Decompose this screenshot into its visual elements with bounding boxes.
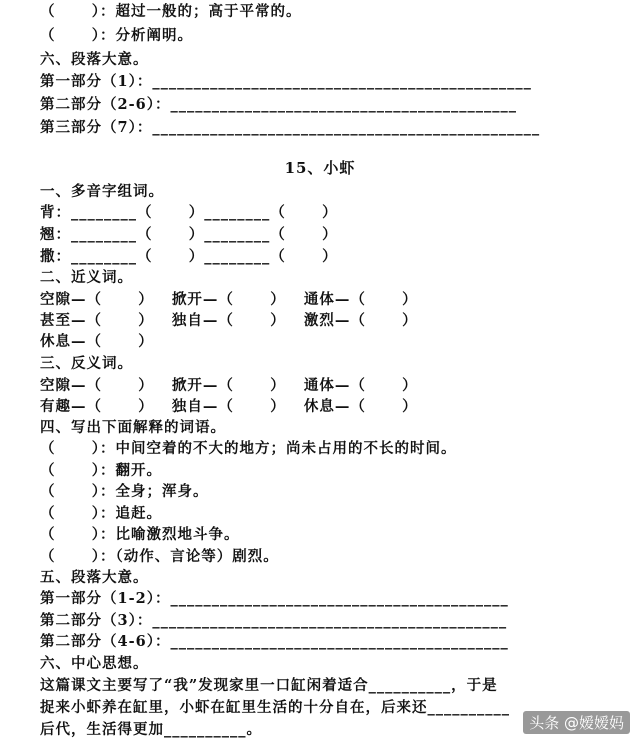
definition-line: （ ）：全身；浑身。 <box>40 483 209 500</box>
paragraph-summary-line: 第三部分（7）：_______________________________________________ <box>40 119 541 136</box>
watermark: 头条 @嫒嫒妈 <box>523 711 630 734</box>
polyphone-row: 撒：________（ ）________（ ） <box>40 248 338 265</box>
main-idea-line: 这篇课文主要写了“我”发现家里一口缸闲着适合__________，于是 <box>40 677 498 694</box>
synonym-row: 空隙—（ ） 掀开—（ ） 通体—（ ） <box>40 291 418 308</box>
synonym-row: 甚至—（ ） 独自—（ ） 激烈—（ ） <box>40 312 418 329</box>
main-idea-line: 捉来小虾养在缸里，小虾在缸里生活的十分自在，后来还__________ <box>40 699 510 716</box>
definition-line: （ ）：比喻激烈地斗争。 <box>40 526 240 543</box>
paragraph-summary-line: 第二部分（4-6）：_________________________________________ <box>40 633 509 650</box>
paragraph-summary-line: 第一部分（1-2）：_________________________________________ <box>40 590 509 607</box>
section-heading: 二、近义词。 <box>40 269 133 286</box>
paragraph-summary-line: 第二部分（2-6）：__________________________________________ <box>40 96 517 113</box>
section-heading: 五、段落大意。 <box>40 569 149 586</box>
lesson-title: 15、小虾 <box>284 159 356 177</box>
section-heading: 四、写出下面解释的词语。 <box>40 419 226 436</box>
definition-line: （ ）：追赶。 <box>40 505 163 522</box>
section-heading: 六、中心思想。 <box>40 655 149 672</box>
definition-line: （ ）：（动作、言论等）剧烈。 <box>40 548 279 565</box>
antonym-row: 空隙—（ ） 掀开—（ ） 通体—（ ） <box>40 377 418 394</box>
synonym-row: 休息—（ ） <box>40 333 154 350</box>
section-heading: 三、反义词。 <box>40 355 133 372</box>
paragraph-summary-line: 第一部分（1）：______________________________________________ <box>40 73 532 90</box>
definition-line: （ ）：超过一般的；高于平常的。 <box>40 3 302 20</box>
definition-line: （ ）：翻开。 <box>40 462 163 479</box>
polyphone-row: 翘：________（ ）________（ ） <box>40 226 338 243</box>
antonym-row: 有趣—（ ） 独自—（ ） 休息—（ ） <box>40 398 418 415</box>
paragraph-summary-line: 第二部分（3）：___________________________________________ <box>40 612 508 629</box>
polyphone-row: 背：________（ ）________（ ） <box>40 204 338 221</box>
main-idea-line: 后代，生活得更加__________。 <box>40 721 262 738</box>
definition-line: （ ）：分析阐明。 <box>40 27 194 44</box>
section-heading: 一、多音字组词。 <box>40 183 164 200</box>
section-heading: 六、段落大意。 <box>40 51 149 68</box>
definition-line: （ ）：中间空着的不大的地方；尚未占用的不长的时间。 <box>40 440 457 457</box>
